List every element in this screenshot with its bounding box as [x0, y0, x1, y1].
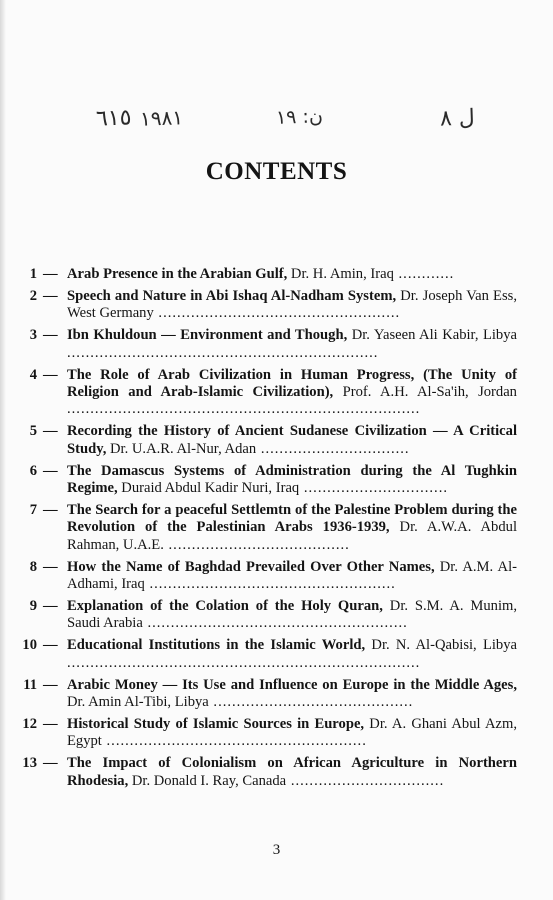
- entry-leader-dots: ...........................................: [208, 693, 414, 710]
- entry-author: Duraid Abdul Kadir Nuri, Iraq: [117, 479, 300, 496]
- handwritten-note: ن: ١٩: [275, 105, 324, 129]
- entry-text: [67, 266, 517, 283]
- entry-leader-dots: .....................................................: [144, 576, 396, 592]
- entry-author: Dr. Joseph Van Ess, West Germany: [67, 287, 517, 322]
- entry-author: Dr. A.M. Al- Adhami, Iraq: [67, 558, 517, 592]
- entry-text: [67, 327, 517, 362]
- entry-leader-dots: ....................................................: [153, 305, 401, 322]
- handwritten-annotations: [0, 106, 553, 146]
- entry-dash: —: [43, 558, 58, 575]
- entry-author: Dr. A. Ghani Abul Azm, Egypt: [67, 715, 518, 750]
- entry-title: Ibn Khuldoun — Environment and Though,: [67, 327, 348, 344]
- entry-text: [67, 367, 517, 419]
- entry-dash: —: [43, 423, 58, 440]
- entry-text: [67, 716, 517, 751]
- entry-author: Dr. Yaseen Ali Kabir, Libya: [347, 327, 518, 344]
- entry-dash: —: [43, 597, 58, 614]
- entry-dash: —: [43, 676, 58, 693]
- entry-author: Dr. Donald I. Ray, Canada: [128, 772, 287, 789]
- toc-entry: [12, 266, 517, 283]
- entry-text: [67, 463, 517, 498]
- toc-entry: [12, 502, 517, 554]
- entry-text: [67, 559, 517, 594]
- entry-dash: —: [43, 266, 58, 282]
- toc-entry: [12, 423, 517, 458]
- entry-text: [67, 598, 517, 633]
- entry-title: Educational Institutions in the Islamic World,: [67, 637, 366, 654]
- entry-dash: —: [43, 715, 58, 732]
- entry-leader-dots: ........................................................: [101, 733, 367, 750]
- handwritten-note: ل ٨: [439, 105, 476, 132]
- entry-text: [67, 755, 517, 790]
- entry-text: [67, 637, 517, 672]
- entry-title: Arabic Money — Its Use and Influence on Europe in the Middle Ages,: [67, 676, 517, 693]
- toc-entry: [12, 559, 517, 594]
- entry-leader-dots: ...................................................................: [67, 344, 379, 361]
- entry-title: Recording the History of Ancient Sudanese Civilization — A Critical Study,: [67, 423, 517, 457]
- toc-entry: [12, 677, 517, 712]
- entry-text: [67, 288, 517, 323]
- entry-number: 10: [22, 637, 37, 654]
- toc-entry: [12, 637, 517, 672]
- table-of-contents: [12, 266, 517, 794]
- toc-entry: [12, 367, 517, 419]
- entry-number: 2: [29, 287, 37, 304]
- entry-number: 8: [29, 558, 37, 575]
- entry-number: 6: [29, 462, 37, 479]
- entry-author: Dr. H. Amin, Iraq: [287, 266, 394, 282]
- entry-dash: —: [43, 327, 58, 344]
- entry-leader-dots: .......................................: [163, 536, 350, 553]
- entry-title: The Impact of Colonialism on African Agriculture in Northern Rhodesia,: [67, 755, 517, 789]
- entry-title: The Search for a peaceful Settlemtn of the Palestine Problem during the Revolution of the Palestinian Arabs 1936-1939,: [67, 501, 517, 536]
- entry-number: 4: [29, 366, 37, 383]
- toc-entry: [12, 755, 517, 790]
- entry-leader-dots: ............................................................................: [67, 654, 421, 671]
- toc-entry: [12, 288, 517, 323]
- entry-text: [67, 502, 517, 554]
- handwritten-note: ٦١٥: [95, 105, 132, 132]
- entry-title: Explanation of the Colation of the Holy Quran,: [67, 597, 383, 614]
- entry-number: 5: [29, 423, 37, 440]
- entry-dash: —: [43, 287, 58, 304]
- page-title: CONTENTS: [205, 158, 348, 185]
- entry-author: Dr. Amin Al-Tibi, Libya: [67, 693, 209, 710]
- handwritten-note: ١٩٨١: [139, 105, 184, 131]
- entry-title: How the Name of Baghdad Prevailed Over Other Names,: [67, 558, 435, 575]
- entry-leader-dots: ...............................: [299, 479, 448, 496]
- toc-entry: [12, 463, 517, 498]
- entry-leader-dots: ........................................................: [142, 615, 408, 632]
- entry-number: 1: [29, 266, 37, 282]
- toc-entry: [12, 327, 517, 362]
- entry-dash: —: [43, 501, 58, 518]
- entry-title: The Role of Arab Civilization in Human Progress, (The Unity of Religion and Arab-Islamic Civilization),: [67, 366, 517, 400]
- toc-entry: [12, 598, 517, 633]
- entry-dash: —: [43, 462, 58, 479]
- entry-title: Arab Presence in the Arabian Gulf,: [67, 266, 288, 282]
- entry-number: 9: [29, 597, 37, 614]
- entry-text: [67, 423, 517, 458]
- entry-dash: —: [43, 755, 58, 772]
- entry-leader-dots: ................................: [256, 440, 410, 457]
- entry-leader-dots: ............................................................................: [67, 401, 421, 418]
- page-number: 3: [272, 842, 281, 858]
- entry-author: Dr. N. Al-Qabisi, Libya: [365, 637, 517, 654]
- entry-dash: —: [43, 637, 58, 654]
- entry-author: Dr. A.W.A. Abdul Rahman, U.A.E.: [67, 519, 517, 553]
- entry-number: 11: [23, 676, 37, 693]
- entry-title: Historical Study of Islamic Sources in Europe,: [67, 715, 365, 732]
- entry-dash: —: [43, 366, 58, 383]
- toc-entry: [12, 716, 517, 751]
- entry-number: 13: [22, 755, 37, 772]
- entry-number: 3: [29, 327, 37, 344]
- entry-author: Dr. U.A.R. Al-Nur, Adan: [106, 440, 257, 457]
- entry-leader-dots: ............: [393, 266, 455, 282]
- entry-author: Prof. A.H. Al-Sa'ih, Jordan: [333, 383, 517, 400]
- entry-text: [67, 677, 517, 712]
- entry-leader-dots: .................................: [286, 772, 445, 789]
- entry-title: Speech and Nature in Abi Ishaq Al-Nadham System,: [67, 287, 397, 304]
- entry-title: The Damascus Systems of Administration during the Al Tughkin Regime,: [67, 462, 517, 496]
- entry-author: Dr. S.M. A. Munim, Saudi Arabia: [67, 597, 517, 632]
- entry-number: 7: [29, 501, 37, 518]
- entry-number: 12: [22, 715, 37, 732]
